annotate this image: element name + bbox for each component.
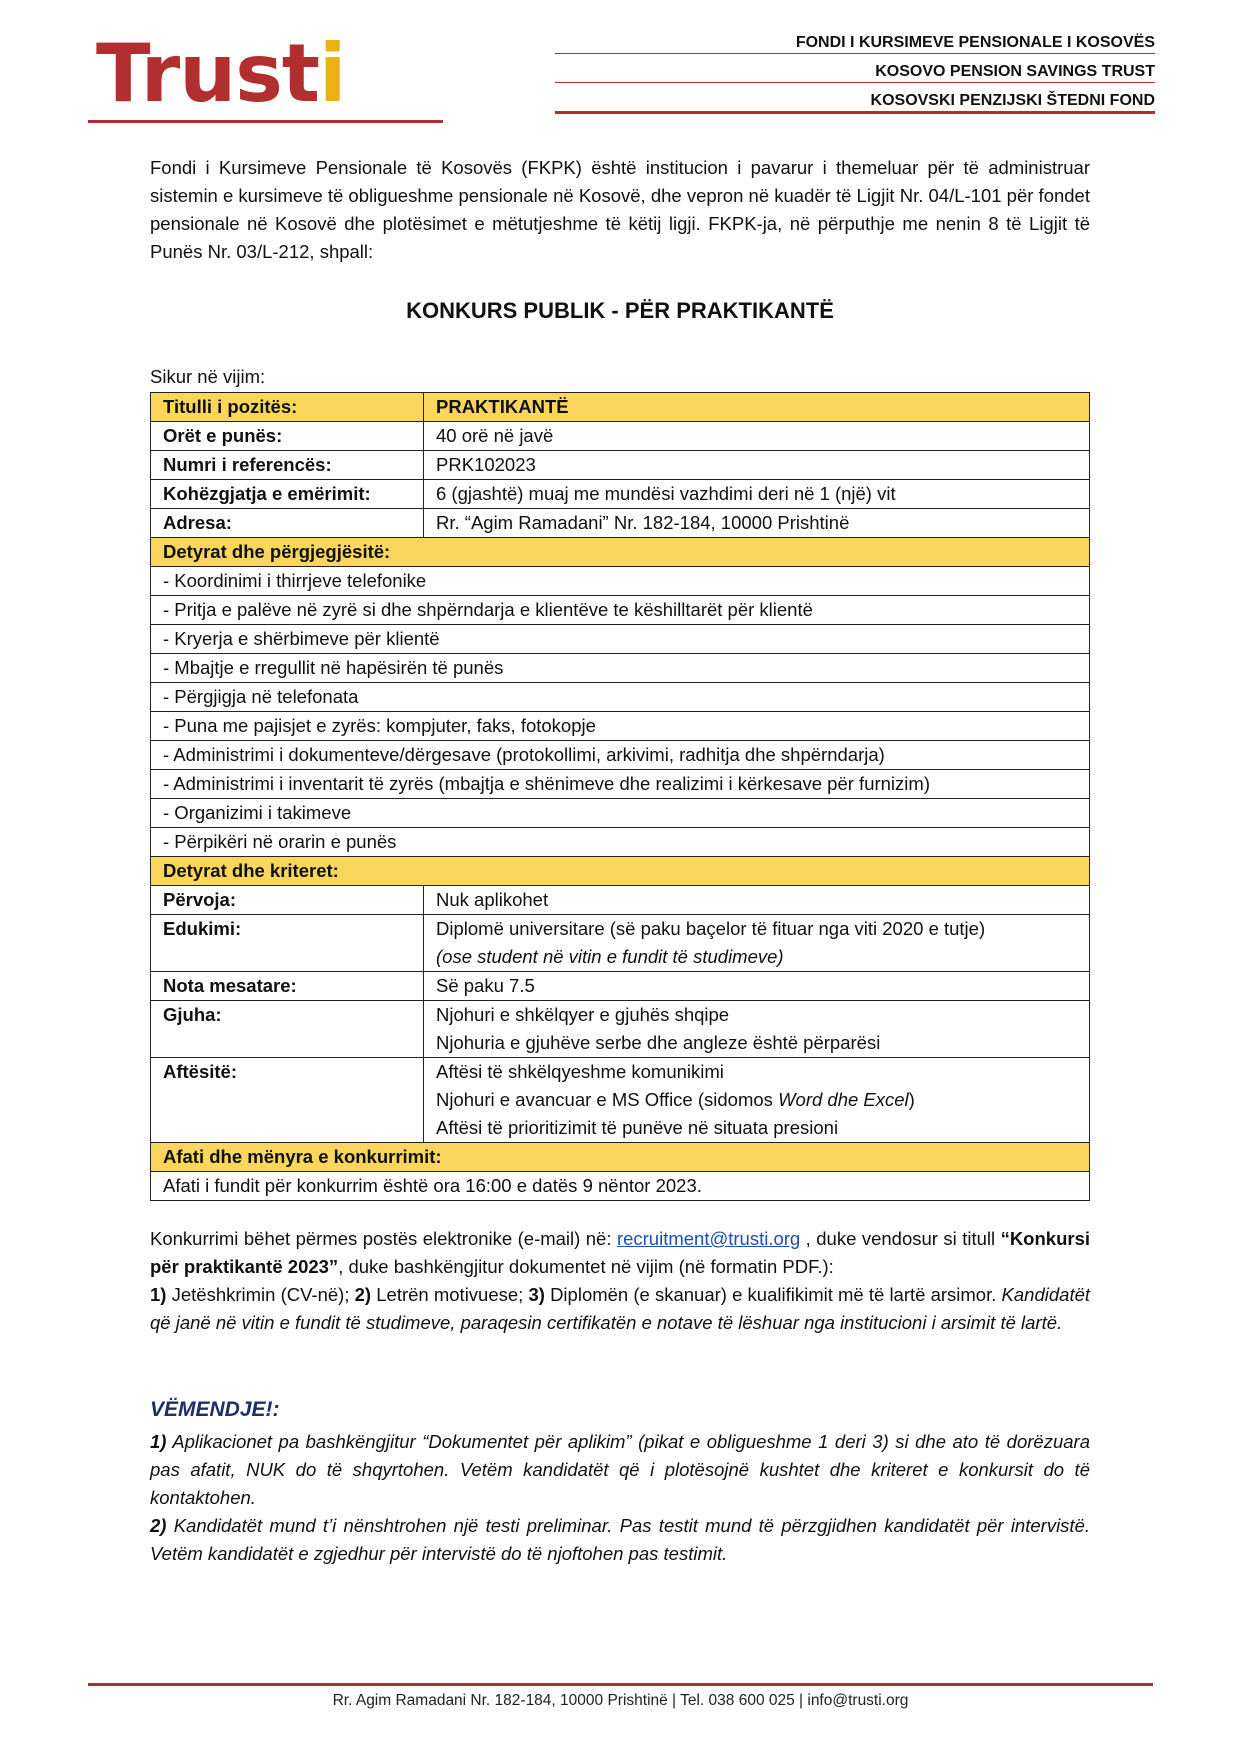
doc-text: Diplomën (e skanuar) e kualifikimit më të lartë arsimor. — [544, 1284, 1002, 1305]
org-name-block — [555, 28, 1155, 117]
duty-item: - Organizimi i takimeve — [151, 799, 1090, 828]
deadline-header: Afati dhe mënyra e konkurrimit: — [151, 1143, 1090, 1172]
doc-number: 1) — [150, 1284, 167, 1305]
org-name-serbian: KOSOVSKI PENZIJSKI ŠTEDNI FOND — [555, 86, 1155, 114]
duration-value: 6 (gjashtë) muaj me mundësi vazhdimi deri në 1 (një) vit — [424, 480, 1090, 509]
application-paragraph — [150, 1225, 1090, 1337]
section-header — [151, 1143, 1090, 1172]
recruitment-email-link[interactable]: recruitment@trusti.org — [616, 1228, 801, 1249]
language-value: Njohuria e gjuhëve serbe dhe angleze është përparësi — [436, 1032, 881, 1053]
table-row — [151, 1001, 1090, 1058]
notice-number: 1) — [150, 1431, 167, 1452]
application-text: , duke bashkëngjitur dokumentet në vijim (në formatin PDF.): — [338, 1256, 834, 1277]
duty-row — [151, 596, 1090, 625]
table-row — [151, 972, 1090, 1001]
duty-row — [151, 770, 1090, 799]
education-value: Diplomë universitare (së paku baçelor të fituar nga viti 2020 e tutje) — [436, 918, 986, 939]
document-title: KONKURS PUBLIK - PËR PRAKTIKANTË — [406, 298, 834, 323]
application-text: Konkurrimi bëhet përmes postës elektronike (e-mail) në: — [150, 1228, 617, 1249]
org-name-english: KOSOVO PENSION SAVINGS TRUST — [555, 57, 1155, 83]
doc-text: Letrën motivuese; — [371, 1284, 529, 1305]
skills-emphasis: Word dhe Excel — [778, 1089, 909, 1110]
duty-item: - Përgjigja në telefonata — [151, 683, 1090, 712]
notice-number: 2) — [150, 1515, 167, 1536]
experience-value: Nuk aplikohet — [424, 886, 1090, 915]
position-label: Titulli i pozitës: — [151, 393, 424, 422]
table-row — [151, 393, 1090, 422]
table-row — [151, 451, 1090, 480]
duty-item: - Kryerja e shërbimeve për klientë — [151, 625, 1090, 654]
duration-label: Kohëzgjatja e emërimit: — [151, 480, 424, 509]
table-row — [151, 1172, 1090, 1201]
address-label: Adresa: — [151, 509, 424, 538]
doc-number: 3) — [528, 1284, 545, 1305]
position-value: PRAKTIKANTË — [424, 393, 1090, 422]
skills-cell — [424, 1058, 1090, 1143]
duty-item: - Administrimi i dokumenteve/dërgesave (protokollimi, arkivimi, radhitja dhe shpërndarja) — [151, 741, 1090, 770]
address-value: Rr. “Agim Ramadani” Nr. 182-184, 10000 Prishtinë — [424, 509, 1090, 538]
footer-contact: Rr. Agim Ramadani Nr. 182-184, 10000 Prishtinë | Tel. 038 600 025 | info@trusti.org — [332, 1692, 909, 1709]
duty-row — [151, 625, 1090, 654]
table-row — [151, 915, 1090, 972]
footer-rule — [88, 1683, 1153, 1686]
grade-label: Nota mesatare: — [151, 972, 424, 1001]
trusti-logo: Trusti — [96, 27, 346, 120]
duty-item: - Mbajtje e rregullit në hapësirën të punës — [151, 654, 1090, 683]
table-row — [151, 480, 1090, 509]
notice-paragraph — [150, 1428, 1090, 1568]
skills-value — [436, 1086, 1077, 1114]
application-text: , duke vendosur si titull — [800, 1228, 1001, 1249]
duty-row — [151, 654, 1090, 683]
duty-row — [151, 683, 1090, 712]
duties-header: Detyrat dhe përgjegjësitë: — [151, 538, 1090, 567]
duty-row — [151, 799, 1090, 828]
table-row — [151, 886, 1090, 915]
logo-underline — [88, 120, 443, 123]
education-label: Edukimi: — [151, 915, 424, 972]
duty-item: - Përpikëri në orarin e punës — [151, 828, 1090, 857]
org-name-albanian: FONDI I KURSIMEVE PENSIONALE I KOSOVËS — [555, 28, 1155, 54]
duty-row — [151, 741, 1090, 770]
skills-value: Aftësi të shkëlqyeshme komunikimi — [436, 1061, 724, 1082]
reference-label: Numri i referencës: — [151, 451, 424, 480]
skills-text: Njohuri e avancuar e MS Office (sidomos — [436, 1089, 779, 1110]
student-note: Kandidatët që janë në vitin e fundit të studimeve, paraqesin certifikatën e notave të lëshuar nga institucioni i arsimit të lartë. — [150, 1284, 1091, 1333]
table-row — [151, 509, 1090, 538]
duty-item: - Koordinimi i thirrjeve telefonike — [151, 567, 1090, 596]
skills-label: Aftësitë: — [151, 1058, 424, 1143]
duty-row — [151, 567, 1090, 596]
intro-paragraph: Fondi i Kursimeve Pensionale të Kosovës (FKPK) është institucion i pavarur i themeluar për të administruar sistemin e kursimeve të obligueshme pensionale në Kosovë, dhe vepron në kuadër të Ligjit Nr. 04/L-101 për fondet pensionale në Kosovë dhe plotësimet e mëtutjeshme të këtij ligji. FKPK-ja, në përputhje me nenin 8 të Ligjit të Punës Nr. 03/L-212, shpall: — [150, 157, 1090, 262]
skills-text: ) — [908, 1089, 915, 1110]
hours-label: Orët e punës: — [151, 422, 424, 451]
email-subject: “Konkursi për praktikantë 2023” — [150, 1228, 1090, 1277]
experience-label: Përvoja: — [151, 886, 424, 915]
duty-item: - Pritja e palëve në zyrë si dhe shpërndarja e klientëve te këshilltarët për klientë — [151, 596, 1090, 625]
notice-text: Kandidatët mund t’i nënshtrohen një testi preliminar. Pas testit mund të përzgjidhen kandidatët për intervistë. Vetëm kandidatët e zgjedhur për intervistë do të njoftohen pas testimit. — [150, 1515, 1090, 1564]
doc-number: 2) — [354, 1284, 372, 1305]
section-header — [151, 538, 1090, 567]
education-note: (ose student në vitin e fundit të studimeve) — [436, 946, 784, 967]
duty-row — [151, 712, 1090, 741]
duty-item: - Administrimi i inventarit të zyrës (mbajtja e shënimeve dhe realizimi i kërkesave për furnizim) — [151, 770, 1090, 799]
section-header — [151, 857, 1090, 886]
doc-text: Jetëshkrimin (CV-në); — [166, 1284, 355, 1305]
notice-title: VËMENDJE!: — [150, 1398, 280, 1421]
table-lead: Sikur në vijim: — [150, 366, 266, 387]
deadline-value: Afati i fundit për konkurrim është ora 16:00 e datës 9 nëntor 2023. — [151, 1172, 1090, 1201]
language-cell — [424, 1001, 1090, 1058]
criteria-header: Detyrat dhe kriteret: — [151, 857, 1090, 886]
grade-value: Së paku 7.5 — [424, 972, 1090, 1001]
notice-text: Aplikacionet pa bashkëngjitur “Dokumentet për aplikim” (pikat e obligueshme 1 deri 3) si dhe ato të dorëzuara pas afatit, NUK do të shqyrtohen. Vetëm kandidatët që i plotësojnë kushtet dhe kriteret e konkursit do të kontaktohen. — [150, 1431, 1090, 1508]
language-value: Njohuri e shkëlqyer e gjuhës shqipe — [436, 1004, 730, 1025]
duty-item: - Puna me pajisjet e zyrës: kompjuter, faks, fotokopje — [151, 712, 1090, 741]
hours-value: 40 orë në javë — [424, 422, 1090, 451]
skills-value: Aftësi të prioritizimit të punëve në situata presioni — [436, 1117, 839, 1138]
education-cell — [424, 915, 1090, 972]
table-row — [151, 422, 1090, 451]
language-label: Gjuha: — [151, 1001, 424, 1058]
reference-value: PRK102023 — [424, 451, 1090, 480]
table-row — [151, 1058, 1090, 1143]
vacancy-table — [150, 392, 1090, 1201]
duty-row — [151, 828, 1090, 857]
